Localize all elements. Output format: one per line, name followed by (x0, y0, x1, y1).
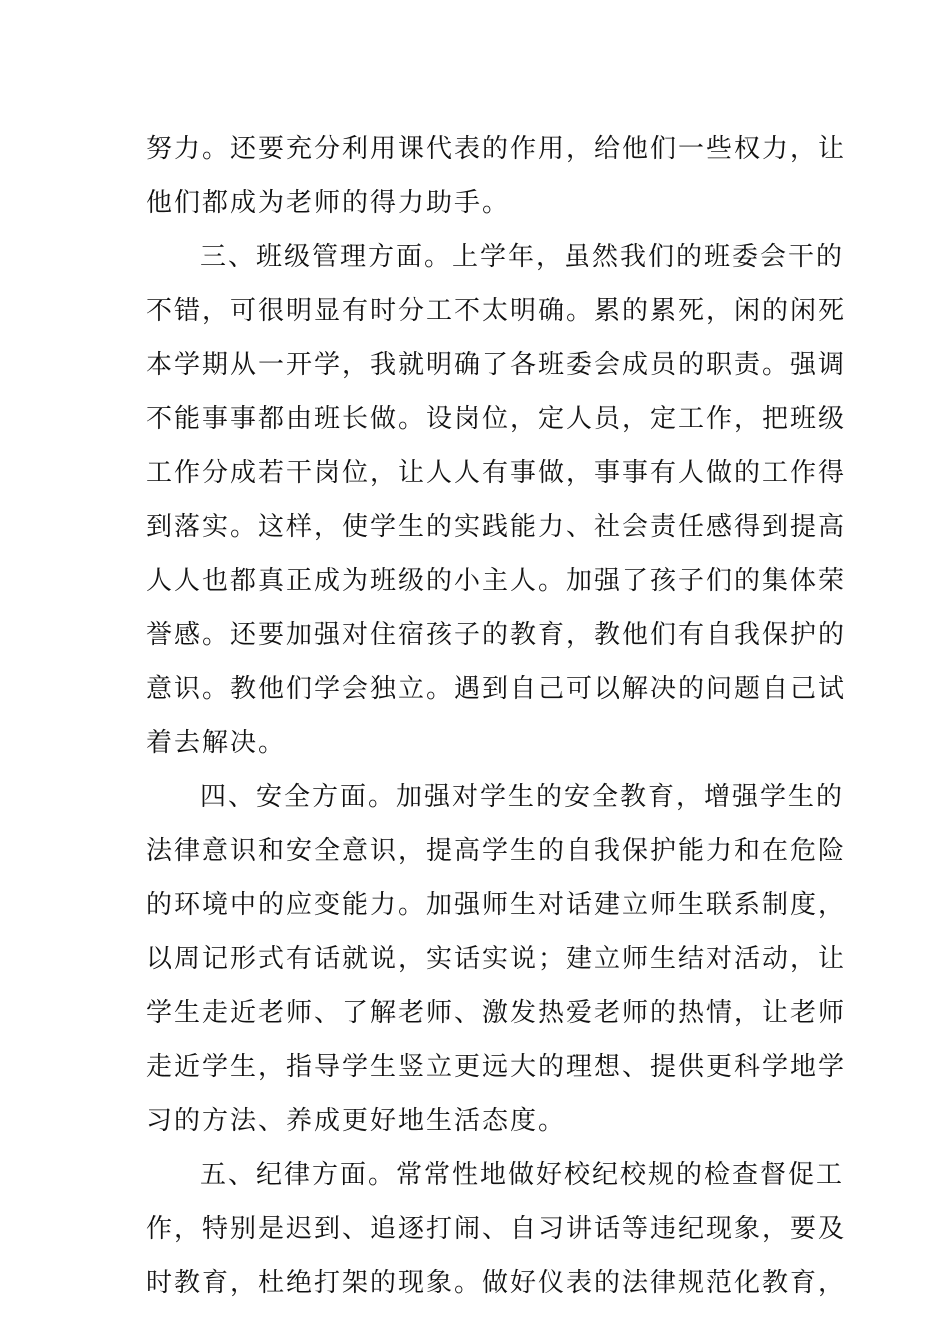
text-line: 他们都成为老师的得力助手。 (146, 188, 511, 218)
text-line: 努力。还要充分利用课代表的作用，给他们一些权力，让 (146, 134, 847, 164)
text-line: 到落实。这样，使学生的实践能力、社会责任感得到提高 (146, 512, 847, 542)
text-line: 习的方法、养成更好地生活态度。 (146, 1106, 567, 1136)
paragraph-first-line: 三、班级管理方面。上学年，虽然我们的班委会干的 (200, 242, 845, 272)
text-line: 工作分成若干岗位，让人人有事做，事事有人做的工作得 (146, 458, 847, 488)
text-line: 不错，可很明显有时分工不太明确。累的累死，闲的闲死 (146, 296, 847, 326)
text-line: 作，特别是迟到、追逐打闹、自习讲话等违纪现象，要及 (146, 1214, 847, 1244)
text-line: 法律意识和安全意识，提高学生的自我保护能力和在危险 (146, 836, 847, 866)
text-column (146, 122, 847, 1310)
text-line: 本学期从一开学，我就明确了各班委会成员的职责。强调 (146, 350, 847, 380)
text-line: 人人也都真正成为班级的小主人。加强了孩子们的集体荣 (146, 566, 847, 596)
text-line: 时教育，杜绝打架的现象。做好仪表的法律规范化教育， (146, 1268, 847, 1298)
text-line: 誉感。还要加强对住宿孩子的教育，教他们有自我保护的 (146, 620, 847, 650)
text-line: 以周记形式有话就说，实话实说；建立师生结对活动，让 (146, 944, 847, 974)
text-line: 不能事事都由班长做。设岗位，定人员，定工作，把班级 (146, 404, 847, 434)
text-line: 着去解决。 (146, 728, 287, 758)
text-line: 意识。教他们学会独立。遇到自己可以解决的问题自己试 (146, 674, 847, 704)
paragraph-first-line: 四、安全方面。加强对学生的安全教育，增强学生的 (200, 782, 845, 812)
text-line: 学生走近老师、了解老师、激发热爱老师的热情，让老师 (146, 998, 847, 1028)
text-line: 走近学生，指导学生竖立更远大的理想、提供更科学地学 (146, 1052, 847, 1082)
paragraph-first-line: 五、纪律方面。常常性地做好校纪校规的检查督促工 (200, 1160, 845, 1190)
text-line: 的环境中的应变能力。加强师生对话建立师生联系制度， (146, 890, 847, 920)
